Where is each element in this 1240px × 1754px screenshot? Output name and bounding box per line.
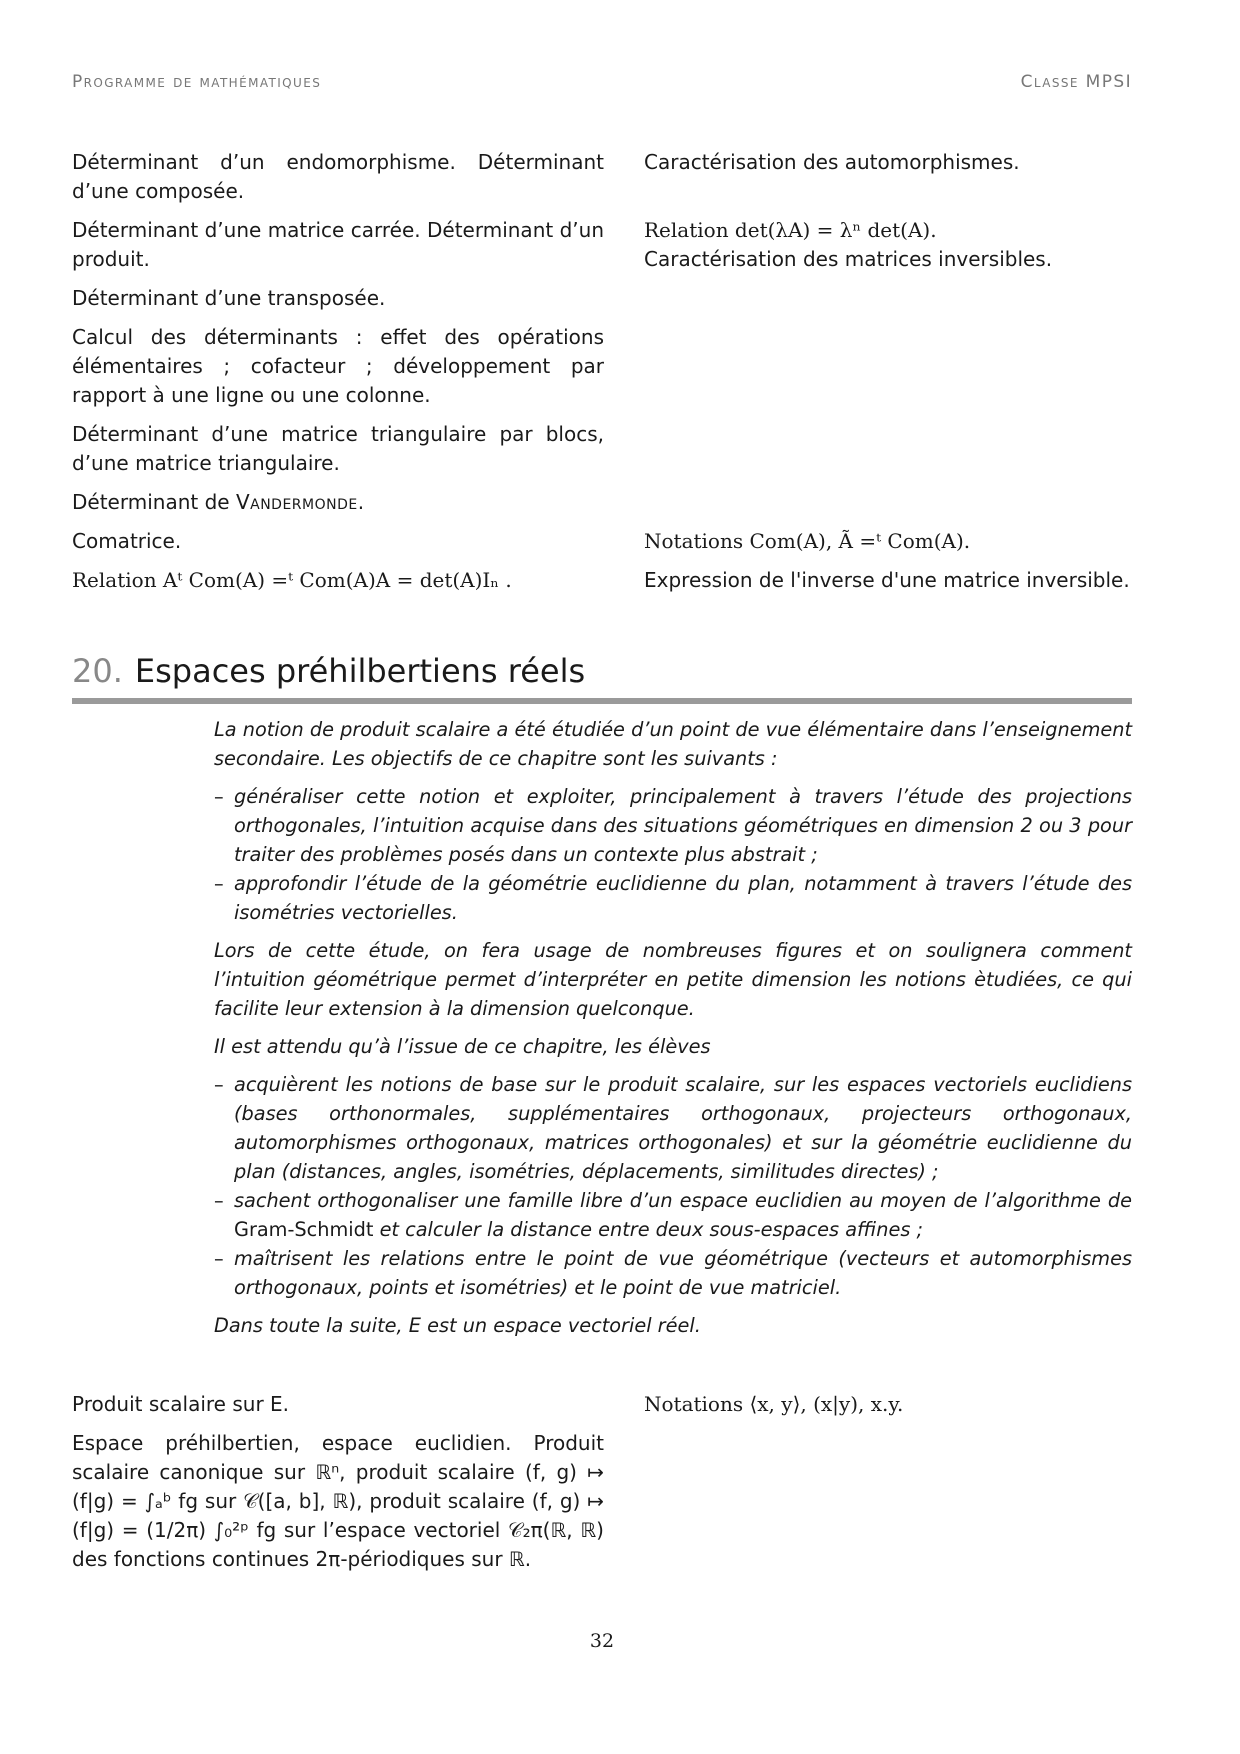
table-row [72,148,1132,206]
comment-cell: Notations ⟨x, y⟩, (x|y), x.y. [644,1392,904,1416]
comment-cell: Notations Com(A), Ã =ᵗ Com(A). [644,529,971,553]
table-row [72,323,1132,410]
algorithm-name: Gram-Schmidt [234,1218,374,1241]
table-row [72,1390,1132,1419]
list-item: – maîtrisent les relations entre le point de vue géométrique (vecteurs et automorphismes orthogonaux, points et isométries) et le point de vue matriciel. [214,1244,1132,1302]
comment-cell [644,216,1132,274]
comment-cell [644,323,1132,410]
content-text: . [357,490,365,514]
section-divider [72,698,1132,704]
content-cell: Calcul des déterminants : effet des opérations élémentaires ; cofacteur ; développement par rapport à une ligne ou une colonne. [72,325,604,407]
section-heading [72,650,1132,704]
comment-cell [644,1429,1132,1574]
inner-product-table [72,1390,1132,1584]
document-page [72,0,1132,1754]
expectations-list [214,1070,1132,1302]
list-item [214,1186,1132,1244]
person-name: Vandermonde [235,490,358,514]
table-row [72,216,1132,274]
section-introduction [214,715,1132,1349]
list-text: sachent orthogonaliser une famille libre d’un espace euclidien au moyen de l’algorithme de [234,1189,1132,1212]
list-text: et calculer la distance entre deux sous-espaces affines ; [373,1218,924,1241]
table-row [72,420,1132,478]
intro-paragraph: Dans toute la suite, E est un espace vectoriel réel. [214,1314,701,1337]
table-row [72,284,1132,313]
intro-paragraph: Il est attendu qu’à l’issue de ce chapitre, les élèves [214,1035,711,1058]
header-program-title: Programme de mathématiques [72,72,322,92]
comment-cell [644,284,1132,313]
content-cell: Déterminant d’un endomorphisme. Déterminant d’une composée. [72,150,604,203]
content-cell: Déterminant d’une matrice carrée. Déterminant d’un produit. [72,218,604,271]
content-cell: Relation Aᵗ Com(A) =ᵗ Com(A)A = det(A)Iₙ . [72,568,512,592]
comment-line: Relation det(λA) = λⁿ det(A). [644,218,937,242]
comment-cell: Caractérisation des automorphismes. [644,150,1020,174]
table-row [72,566,1132,595]
determinant-table [72,148,1132,605]
content-cell: Déterminant d’une matrice triangulaire par blocs, d’une matrice triangulaire. [72,422,604,475]
list-item: – acquièrent les notions de base sur le produit scalaire, sur les espaces vectoriels euclidiens (bases orthonormales, supplémentaires orthogonaux, projecteurs orthogonaux, automorphismes orthogonaux, matrices orthogonales) et sur la géométrie euclidienne du plan (distances, angles, isométries, déplacements, similitudes directes) ; [214,1070,1132,1186]
intro-paragraph: Lors de cette étude, on fera usage de nombreuses figures et on soulignera comment l’intuition géométrique permet d’interpréter en petite dimension les notions ètudiées, ce qui facilite leur extension à la dimension quelconque. [214,939,1132,1020]
content-cell: Déterminant d’une transposée. [72,286,386,310]
header-class-title: Classe MPSI [1020,72,1132,92]
section-title [72,650,1132,692]
table-row [72,527,1132,556]
comment-line: Caractérisation des matrices inversibles. [644,247,1053,271]
intro-paragraph: La notion de produit scalaire a été étudiée d’un point de vue élémentaire dans l’enseignement secondaire. Les objectifs de ce chapitre sont les suivants : [214,718,1132,770]
content-text: Déterminant de [72,490,236,514]
objectives-list [214,782,1132,927]
content-cell: Espace préhilbertien, espace euclidien. Produit scalaire canonique sur ℝⁿ, produit scalaire (f, g) ↦ (f|g) = ∫ₐᵇ fg sur 𝒞([a, b], ℝ), produit scalaire (f, g) ↦ (f|g) = (1/2π) ∫₀²ᵖ fg sur l’espace vectoriel 𝒞₂π(ℝ, ℝ) des fonctions continues 2π-périodiques sur ℝ. [72,1431,604,1571]
comment-cell [644,488,1132,517]
comment-cell [644,420,1132,478]
content-cell: Produit scalaire sur E. [72,1392,290,1416]
list-item: – généraliser cette notion et exploiter, principalement à travers l’étude des projections orthogonales, l’intuition acquise dans des situations géométriques en dimension 2 ou 3 pour traiter des problèmes posés dans un contexte plus abstrait ; [214,782,1132,869]
content-cell: Comatrice. [72,529,182,553]
comment-cell: Expression de l'inverse d'une matrice inversible. [644,568,1130,592]
section-number: 20. [72,652,123,690]
table-row [72,488,1132,517]
running-header [72,72,1132,98]
content-cell [72,488,604,517]
section-title-text: Espaces préhilbertiens réels [134,652,586,690]
list-item: – approfondir l’étude de la géométrie euclidienne du plan, notamment à travers l’étude des isométries vectorielles. [214,869,1132,927]
table-row [72,1429,1132,1574]
page-number: 32 [589,1630,615,1652]
